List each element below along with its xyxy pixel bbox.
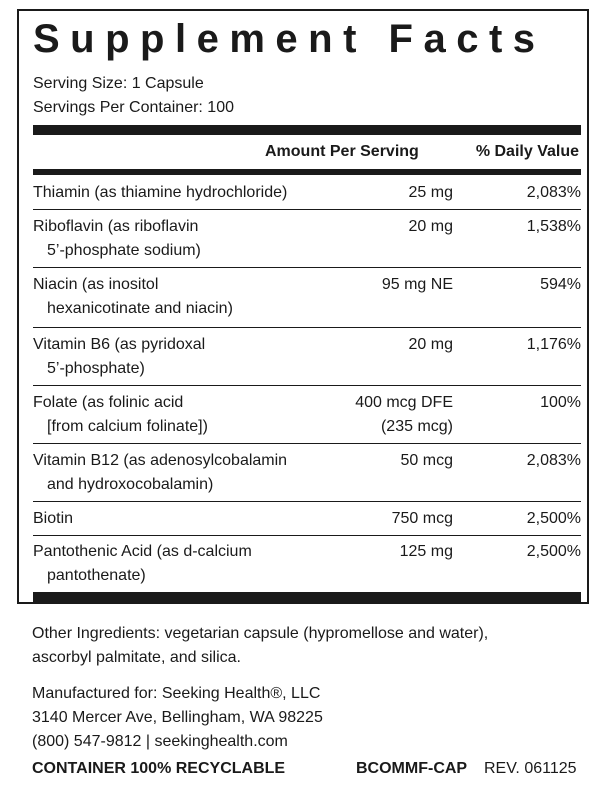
nutrient-amount: 25 mg — [408, 184, 453, 201]
row-divider — [33, 327, 581, 328]
nutrient-source: 5’-phosphate) — [47, 360, 145, 377]
nutrient-amount-alt: (235 mcg) — [380, 418, 453, 435]
nutrient-name: Niacin (as inositol — [33, 276, 159, 293]
supplement-facts-panel — [17, 9, 589, 604]
nutrient-amount: 20 mg — [408, 336, 453, 353]
nutrient-daily-value: 2,500% — [526, 510, 581, 527]
amount-per-serving-header: Amount Per Serving — [265, 143, 419, 160]
other-ingredients-line1: Other Ingredients: vegetarian capsule (hypromellose and water), — [32, 625, 489, 642]
nutrient-daily-value: 100% — [540, 394, 581, 411]
servings-per-container: Servings Per Container: 100 — [33, 99, 234, 116]
nutrient-name: Folate (as folinic acid — [33, 394, 184, 411]
nutrient-daily-value: 1,538% — [526, 218, 581, 235]
nutrient-amount: 400 mcg DFE — [355, 394, 453, 411]
row-divider — [33, 385, 581, 386]
nutrient-amount: 125 mg — [399, 543, 453, 560]
nutrient-name: Vitamin B12 (as adenosylcobalamin — [33, 452, 288, 469]
product-code: BCOMMF-CAP — [356, 760, 468, 777]
nutrient-daily-value: 2,083% — [526, 452, 581, 469]
nutrient-name: Thiamin (as thiamine hydrochloride) — [33, 184, 288, 201]
daily-value-header: % Daily Value — [475, 143, 579, 160]
thick-divider-top — [33, 125, 581, 135]
revision-code: REV. 061125 — [484, 760, 577, 777]
recyclable-notice: CONTAINER 100% RECYCLABLE — [32, 760, 286, 777]
nutrient-daily-value: 2,500% — [526, 543, 581, 560]
header-divider — [33, 169, 581, 175]
nutrient-source: 5’-phosphate sodium) — [47, 242, 201, 259]
nutrient-name: Biotin — [33, 510, 74, 527]
serving-size: Serving Size: 1 Capsule — [33, 75, 204, 92]
row-divider — [33, 535, 581, 536]
nutrient-name: Vitamin B6 (as pyridoxal — [33, 336, 206, 353]
nutrient-amount: 750 mcg — [391, 510, 453, 527]
panel-title: Supplement Facts — [33, 17, 546, 61]
nutrient-daily-value: 594% — [540, 276, 581, 293]
nutrient-amount: 20 mg — [408, 218, 453, 235]
nutrient-source: pantothenate) — [47, 567, 146, 584]
nutrient-source: and hydroxocobalamin) — [47, 476, 214, 493]
manufacturer-contact: (800) 547-9812 | seekinghealth.com — [32, 733, 288, 750]
manufacturer-address: 3140 Mercer Ave, Bellingham, WA 98225 — [32, 709, 323, 726]
nutrient-name: Riboflavin (as riboflavin — [33, 218, 199, 235]
nutrient-amount: 95 mg NE — [381, 276, 453, 293]
thick-divider-bottom — [33, 592, 581, 602]
row-divider — [33, 501, 581, 502]
row-divider — [33, 209, 581, 210]
nutrient-source: [from calcium folinate]) — [47, 418, 208, 435]
row-divider — [33, 443, 581, 444]
row-divider — [33, 267, 581, 268]
nutrient-name: Pantothenic Acid (as d-calcium — [33, 543, 252, 560]
nutrient-amount: 50 mcg — [400, 452, 453, 469]
nutrient-daily-value: 2,083% — [526, 184, 581, 201]
manufacturer-line1: Manufactured for: Seeking Health®, LLC — [32, 685, 321, 702]
nutrient-source: hexanicotinate and niacin) — [47, 300, 233, 317]
nutrient-daily-value: 1,176% — [526, 336, 581, 353]
other-ingredients-line2: ascorbyl palmitate, and silica. — [32, 649, 241, 666]
